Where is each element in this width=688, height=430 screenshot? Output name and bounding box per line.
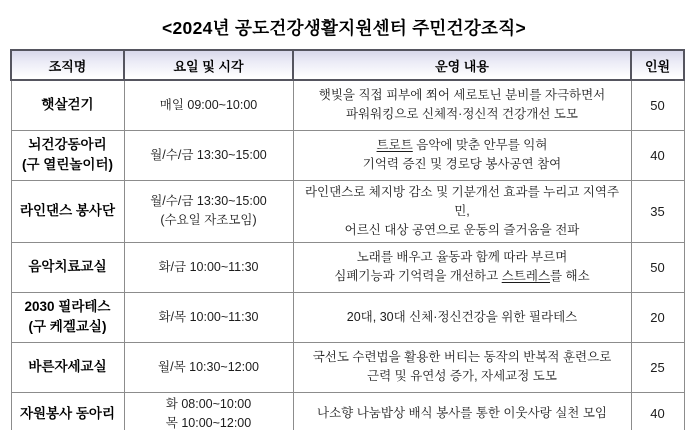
table-row [11, 292, 684, 342]
headcount-cell: 20 [631, 292, 684, 342]
operation-content-line [299, 136, 626, 155]
table-row [11, 130, 684, 180]
text-segment: 를 해소 [550, 269, 590, 283]
headcount-cell: 50 [631, 242, 684, 292]
org-name-cell [11, 392, 124, 430]
headcount-cell: 40 [631, 130, 684, 180]
operation-content-cell [293, 180, 631, 242]
schedule-cell [124, 80, 293, 130]
schedule-cell [124, 392, 293, 430]
header-schedule: 요일 및 시각 [124, 50, 293, 80]
text-segment: 나소향 나눔밥상 배식 봉사를 통한 이웃사랑 실천 모임 [317, 406, 607, 420]
operation-content-line [299, 308, 626, 327]
text-segment: 라인댄스로 체지방 감소 및 기분개선 효과를 누리고 지역주민, [304, 184, 620, 218]
org-name-line: (구 열린놀이터) [22, 157, 113, 172]
health-org-table [10, 49, 685, 430]
operation-content-line [299, 183, 626, 221]
underlined-text: 트로트 [376, 138, 413, 152]
schedule-cell [124, 130, 293, 180]
table-row [11, 242, 684, 292]
page-title: <2024년 공도건강생활지원센터 주민건강조직> [162, 18, 526, 38]
org-name-cell [11, 292, 124, 342]
text-segment: 파워워킹으로 신체적·정신적 건강개선 도모 [346, 107, 578, 122]
header-count: 인원 [631, 50, 684, 80]
org-name-line: 2030 필라테스 [24, 299, 111, 314]
org-name-line: 자원봉사 동아리 [19, 405, 116, 421]
schedule-line: 목 10:00~12:00 [165, 415, 252, 430]
schedule-line: 화/금 10:00~11:30 [158, 259, 259, 274]
schedule-line: 매일 09:00~10:00 [159, 97, 258, 112]
text-segment: 음악에 맞춘 안무를 익혀 [412, 138, 548, 152]
schedule-line: 월/수/금 13:30~15:00 [150, 147, 267, 162]
text-segment: 심폐기능과 기억력을 개선하고 [334, 269, 502, 283]
operation-content-cell [293, 242, 631, 292]
operation-content-line [299, 155, 626, 174]
table-body [11, 80, 684, 430]
table-row [11, 180, 684, 242]
headcount-cell: 50 [631, 80, 684, 130]
text-segment: 어르신 대상 공연으로 운동의 즐거움을 전파 [344, 222, 580, 237]
schedule-line: 월/수/금 13:30~15:00 [150, 194, 267, 208]
text-segment: 노래를 배우고 율동과 함께 따라 부르며 [356, 250, 568, 264]
org-name-cell [11, 342, 124, 392]
text-segment: 20대, 30대 신체·정신건강을 위한 필라테스 [346, 309, 578, 324]
org-name-cell [11, 242, 124, 292]
text-segment: 국선도 수련법을 활용한 버티는 동작의 반복적 훈련으로 [312, 350, 612, 364]
schedule-line: 화/목 10:00~11:30 [158, 309, 259, 324]
operation-content-line [299, 221, 626, 240]
schedule-cell [124, 342, 293, 392]
schedule-cell [124, 292, 293, 342]
operation-content-cell [293, 342, 631, 392]
table-row [11, 392, 684, 430]
operation-content-line [299, 86, 626, 105]
org-name-line: 바른자세교실 [28, 359, 107, 374]
org-name-cell [11, 80, 124, 130]
headcount-cell: 25 [631, 342, 684, 392]
org-name-cell [11, 180, 124, 242]
operation-content-cell [293, 130, 631, 180]
schedule-line: 월/목 10:30~12:00 [158, 359, 259, 374]
header-org-name: 조직명 [11, 50, 124, 80]
table-header-row [11, 50, 684, 80]
schedule-line: 화 08:00~10:00 [165, 396, 252, 411]
org-name-line: 뇌건강동아리 [28, 137, 107, 152]
schedule-line: (수요일 자조모임) [160, 213, 257, 227]
header-content: 운영 내용 [293, 50, 631, 80]
operation-content-line [299, 367, 626, 386]
schedule-cell [124, 242, 293, 292]
text-segment: 햇빛을 직접 피부에 쬐어 세로토닌 분비를 자극하면서 [318, 88, 606, 103]
org-name-cell [11, 130, 124, 180]
underlined-text: 스트레스 [501, 269, 550, 283]
org-name-line: 라인댄스 봉사단 [19, 203, 116, 218]
table-row [11, 80, 684, 130]
text-segment: 근력 및 유연성 증가, 자세교정 도모 [367, 369, 557, 383]
org-name-line: 음악치료교실 [28, 259, 107, 274]
operation-content-cell [293, 392, 631, 430]
org-name-line: 햇살걷기 [41, 97, 94, 113]
operation-content-cell [293, 292, 631, 342]
org-name-line: (구 케겔교실) [28, 319, 107, 334]
schedule-cell [124, 180, 293, 242]
headcount-cell: 40 [631, 392, 684, 430]
operation-content-line [299, 348, 626, 367]
operation-content-cell [293, 80, 631, 130]
headcount-cell: 35 [631, 180, 684, 242]
operation-content-line [299, 248, 626, 267]
operation-content-line [299, 105, 626, 124]
text-segment: 기억력 증진 및 경로당 봉사공연 참여 [362, 157, 562, 171]
operation-content-line [299, 267, 626, 286]
table-row [11, 342, 684, 392]
operation-content-line [299, 404, 626, 423]
